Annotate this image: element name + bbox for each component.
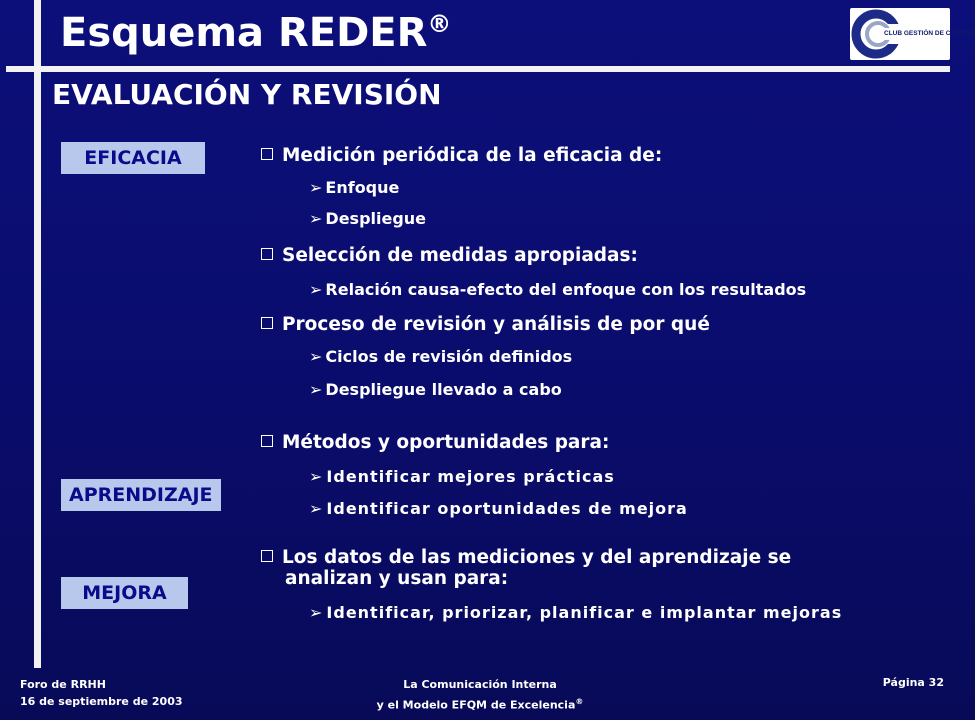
label-aprendizaje: APRENDIZAJE <box>61 479 221 511</box>
sub-text: Despliegue llevado a cabo <box>325 380 562 399</box>
club-gestion-calidad-logo <box>850 8 975 60</box>
arrow-bullet-icon: ➢ <box>309 347 323 366</box>
arrow-bullet-icon: ➢ <box>309 499 324 518</box>
sub-text: Ciclos de revisión definidos <box>325 347 573 366</box>
square-bullet-icon <box>261 317 273 329</box>
bullet-item <box>261 547 791 589</box>
bullet-text-line2: analizan y usan para: <box>285 568 509 589</box>
bullet-text: Selección de medidas apropiadas: <box>282 245 638 266</box>
arrow-bullet-icon: ➢ <box>309 467 324 486</box>
arrow-bullet-icon: ➢ <box>309 209 323 228</box>
footer-topic-line1: La Comunicación Interna <box>403 678 557 691</box>
logo-text: CLUB GESTIÓN DE CALIDAD <box>884 30 975 37</box>
footer-date: 16 de septiembre de 2003 <box>20 695 183 708</box>
sub-item <box>309 347 572 366</box>
sub-text: Identificar, priorizar, planificar e implantar mejoras <box>326 603 843 622</box>
square-bullet-icon <box>261 248 273 260</box>
sub-text: Despliegue <box>325 209 427 228</box>
slide-title-text: Esquema REDER <box>60 10 428 56</box>
bullet-item <box>261 432 609 453</box>
footer-event: Foro de RRHH <box>20 678 106 691</box>
bullet-item <box>261 314 710 335</box>
square-bullet-icon <box>261 435 273 447</box>
arrow-bullet-icon: ➢ <box>309 603 324 622</box>
arrow-bullet-icon: ➢ <box>309 380 323 399</box>
sub-item <box>309 467 615 486</box>
sub-text: Identificar oportunidades de mejora <box>326 499 688 518</box>
sub-text: Enfoque <box>325 178 400 197</box>
bullet-text: Métodos y oportunidades para: <box>282 432 610 453</box>
footer-topic-line2 <box>320 693 640 714</box>
bullet-text: Medición periódica de la eficacia de: <box>282 145 663 166</box>
arrow-bullet-icon: ➢ <box>309 178 323 197</box>
bullet-text-line1: Los datos de las mediciones y del aprendizaje se <box>282 547 792 568</box>
sub-item <box>309 178 399 197</box>
label-mejora: MEJORA <box>61 577 188 609</box>
bullet-item <box>261 245 638 266</box>
bullet-text: Proceso de revisión y análisis de por qué <box>282 314 710 335</box>
sub-text: Relación causa-efecto del enfoque con los resultados <box>325 280 807 299</box>
horizontal-rule <box>6 66 950 72</box>
footer-left <box>20 676 183 710</box>
page-number: Página 32 <box>882 676 944 689</box>
slide-title <box>60 10 451 56</box>
vertical-rule <box>34 0 41 668</box>
square-bullet-icon <box>261 148 273 160</box>
sub-item <box>309 280 806 299</box>
footer-topic-text: y el Modelo EFQM de Excelencia <box>376 698 576 712</box>
registered-mark: ® <box>427 10 452 38</box>
sub-item <box>309 603 842 622</box>
bullet-item <box>261 145 662 166</box>
sub-item <box>309 380 562 399</box>
label-eficacia: EFICACIA <box>61 142 205 174</box>
footer-center <box>320 676 640 714</box>
sub-item <box>309 499 688 518</box>
arrow-bullet-icon: ➢ <box>309 280 323 299</box>
sub-item <box>309 209 426 228</box>
sub-text: Identificar mejores prácticas <box>326 467 615 486</box>
section-subtitle: EVALUACIÓN Y REVISIÓN <box>52 78 442 111</box>
footer-registered-mark: ® <box>575 697 584 706</box>
square-bullet-icon <box>261 550 273 562</box>
